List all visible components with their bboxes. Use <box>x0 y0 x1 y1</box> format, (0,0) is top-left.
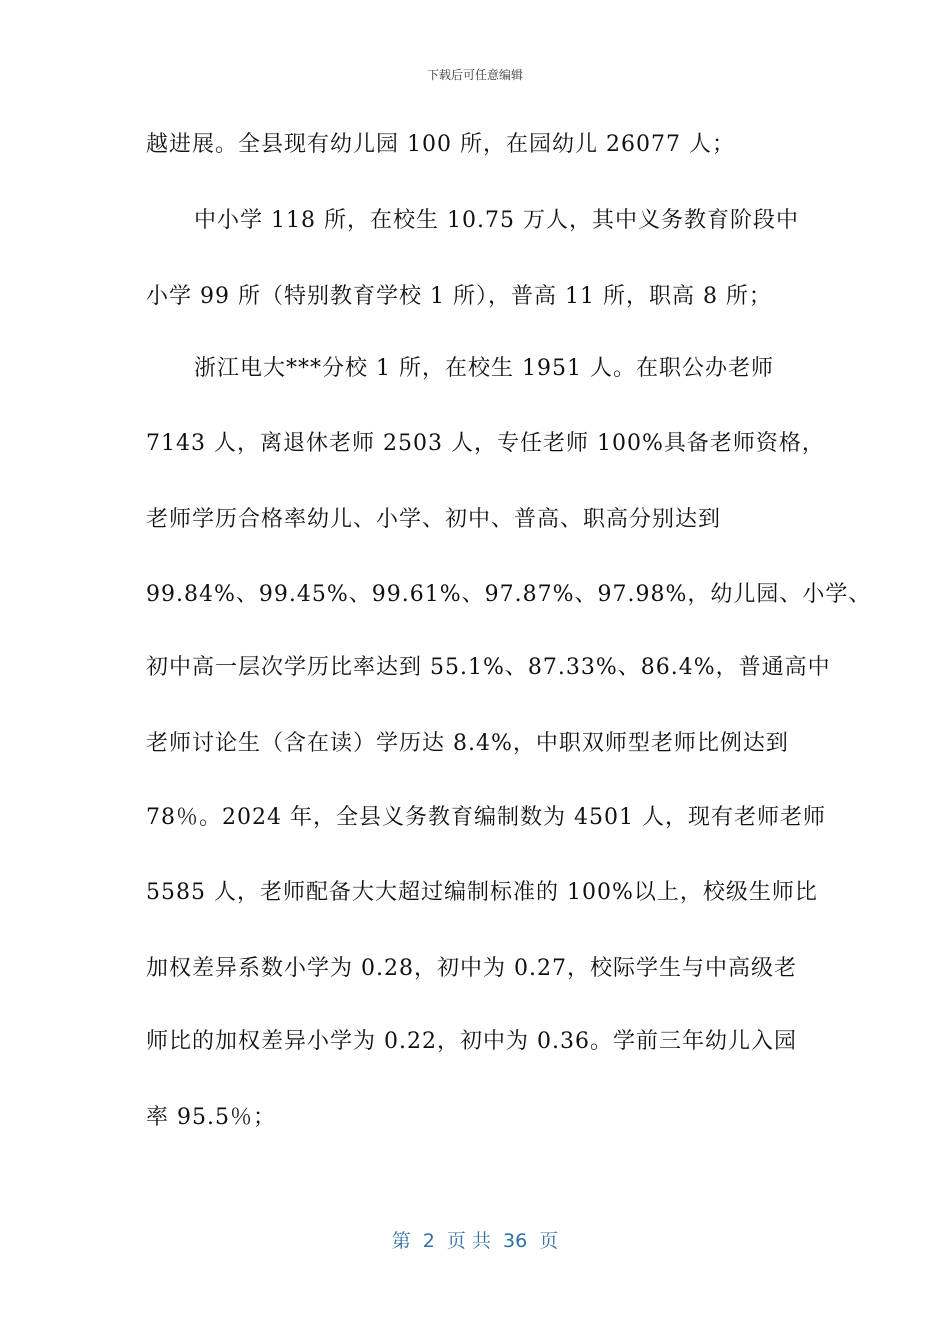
text-line: 78％。2024 年，全县义务教育编制数为 4501 人，现有老师老师 <box>146 805 826 830</box>
text-line: 老师讨论生（含在读）学历达 8.4%，中职双师型老师比例达到 <box>146 731 789 756</box>
page-number: 第 2 页 共 36 页 <box>391 1230 559 1252</box>
text-line: 7143 人，离退休老师 2503 人，专任老师 100%具备老师资格， <box>146 431 825 456</box>
text-line: 99.84%、99.45%、99.61%、97.87%、97.98%，幼儿园、小学、 <box>146 582 872 607</box>
text-line: 浙江电大***分校 1 所，在校生 1951 人。在职公办老师 <box>194 356 774 381</box>
page-header: 下载后可任意编辑 <box>426 68 523 82</box>
text-line: 初中高一层次学历比率达到 55.1%、87.33%、86.4%，普通高中 <box>146 655 831 680</box>
text-line: 率 95.5％； <box>146 1105 276 1130</box>
text-line: 越进展。全县现有幼儿园 100 所，在园幼儿 26077 人； <box>146 132 735 157</box>
text-line: 5585 人，老师配备大大超过编制标准的 100%以上，校级生师比 <box>146 880 818 905</box>
text-line: 中小学 118 所，在校生 10.75 万人，其中义务教育阶段中 <box>194 208 799 233</box>
text-line: 加权差异系数小学为 0.28，初中为 0.27，校际学生与中高级老 <box>146 956 797 981</box>
text-line: 老师学历合格率幼儿、小学、初中、普高、职高分别达到 <box>146 507 722 532</box>
text-line: 师比的加权差异小学为 0.22，初中为 0.36。学前三年幼儿入园 <box>146 1029 797 1054</box>
page-footer <box>0 1226 950 1253</box>
text-line: 小学 99 所（特别教育学校 1 所），普高 11 所，职高 8 所； <box>146 284 772 309</box>
